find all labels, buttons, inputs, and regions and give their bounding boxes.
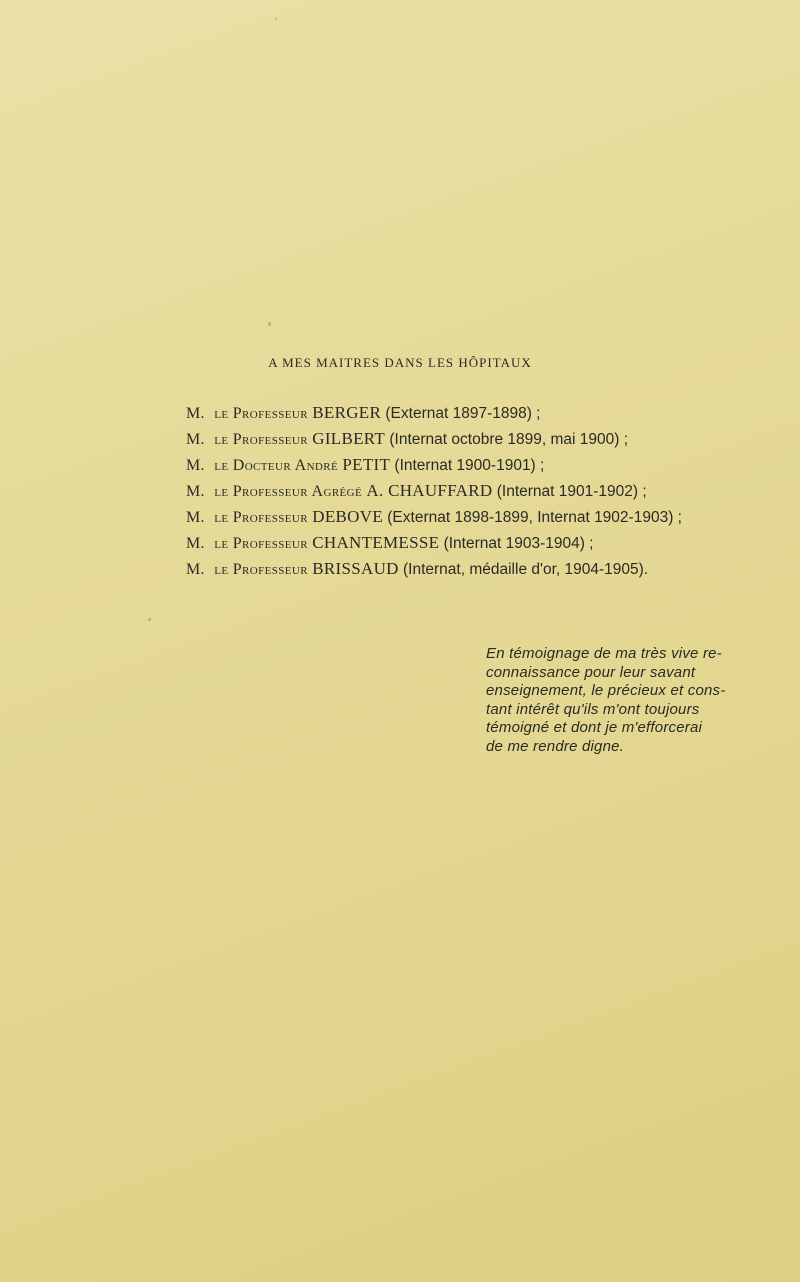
- professor-name: CHANTEMESSE: [312, 533, 440, 552]
- professor-name: BRISSAUD: [312, 559, 399, 578]
- tribute-line: témoigné et dont je m'efforcerai: [486, 719, 703, 736]
- dedication-line: [186, 426, 786, 452]
- paper-speck: [268, 322, 271, 326]
- tribute-line: de me rendre digne.: [486, 737, 625, 755]
- honorific: M.: [186, 561, 205, 578]
- tribute-line: En témoignage de ma très vive re-: [486, 645, 722, 662]
- article: le: [214, 483, 229, 500]
- title: Professeur: [232, 561, 309, 578]
- title: Professeur: [232, 431, 309, 448]
- article: le: [214, 405, 229, 422]
- honorific: M.: [186, 431, 205, 448]
- tribute-line: enseignement, le précieux et cons-: [486, 682, 726, 699]
- paper-speck: [275, 18, 277, 20]
- service-detail: (Internat 1903-1904) ;: [443, 535, 594, 552]
- professor-name: PETIT: [342, 455, 391, 474]
- title: Professeur: [232, 405, 309, 422]
- dedication-line: [186, 504, 786, 530]
- article: le: [214, 431, 229, 448]
- honorific: M.: [186, 509, 205, 526]
- honorific: M.: [186, 457, 205, 474]
- honorific: M.: [186, 535, 205, 552]
- article: le: [214, 457, 229, 474]
- service-detail: (Externat 1897-1898) ;: [385, 405, 541, 422]
- title: Professeur: [232, 509, 309, 526]
- professor-name: DEBOVE: [312, 507, 384, 526]
- honorific: M.: [186, 405, 205, 422]
- article: le: [214, 561, 229, 578]
- dedication-line: [186, 478, 786, 504]
- tribute-paragraph: [486, 645, 786, 756]
- paper-speck: [148, 618, 151, 621]
- article: le: [214, 509, 229, 526]
- dedication-heading: A MES MAITRES DANS LES HÔPITAUX: [268, 355, 532, 370]
- service-detail: (Externat 1898-1899, Internat 1902-1903) ;: [387, 509, 682, 526]
- professor-name: BERGER: [312, 403, 382, 422]
- title: Professeur: [232, 535, 309, 552]
- tribute-line: connaissance pour leur savant: [486, 663, 696, 681]
- honorific: M.: [186, 483, 205, 500]
- professor-name: GILBERT: [312, 429, 386, 448]
- professor-name: A. CHAUFFARD: [366, 481, 493, 500]
- dedication-line: [186, 452, 786, 478]
- service-detail: (Internat 1900-1901) ;: [394, 457, 545, 474]
- tribute-line: tant intérêt qu'ils m'ont toujours: [486, 700, 700, 718]
- dedication-line: [186, 530, 786, 556]
- title: Professeur Agrégé: [232, 483, 363, 500]
- service-detail: (Internat octobre 1899, mai 1900) ;: [389, 431, 629, 448]
- dedication-line: [186, 556, 786, 582]
- service-detail: (Internat, médaille d'or, 1904-1905).: [403, 561, 649, 578]
- service-detail: (Internat 1901-1902) ;: [496, 483, 647, 500]
- article: le: [214, 535, 229, 552]
- dedication-line: [186, 400, 786, 426]
- dedication-list: [186, 400, 786, 582]
- title: Docteur André: [232, 457, 339, 474]
